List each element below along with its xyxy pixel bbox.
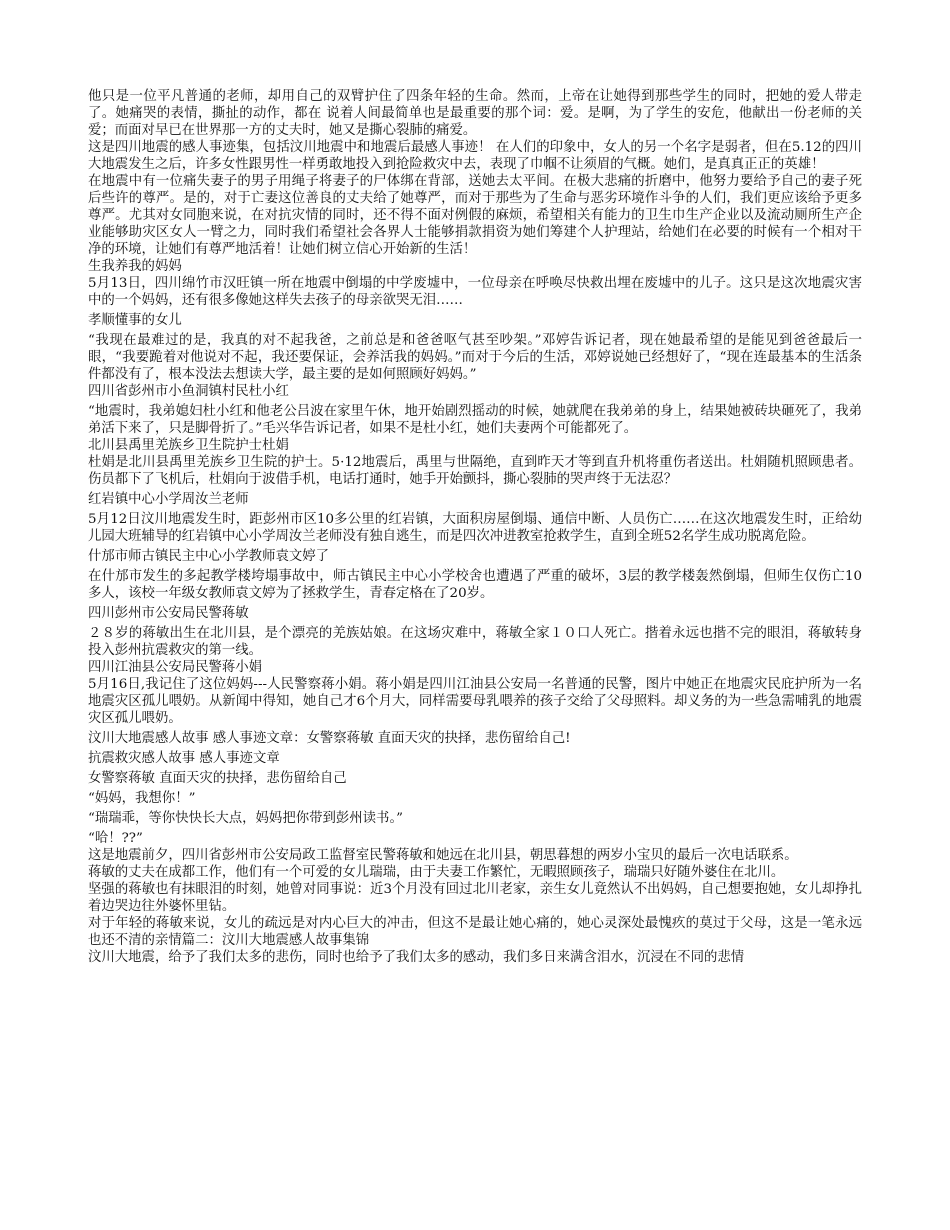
paragraph-husband-chengdu: 蒋敏的丈夫在成都工作，他们有一个可爱的女儿瑞瑞，由于夫妻工作繁忙，无暇照顾孩子，瑞瑞只好随外婆住在北川。 <box>88 865 785 880</box>
paragraph-du-xiaohong-story: “地震时，我弟媳妇杜小红和他老公吕波在家里午休，地开始剧烈摇动的时候，她就爬在我弟弟的身上，结果她被砖块砸死了，我弟弟活下来了，只是脚骨折了。”毛兴华告诉记者，如果不是杜小红，她们夫妻两个可能都死了。 <box>88 404 862 436</box>
paragraph-daughter-story: “我现在最难过的是，我真的对不起我爸，之前总是和爸爸呕气甚至吵架。”邓婷告诉记者，现在她最希望的是能见到爸爸最后一眼，“我要跪着对他说对不起，我还要保证，会养活我的妈妈。”而对于今后的生活，邓婷说她已经想好了，“现在连最基本的生活条件都没有了，根本没法去想读大学，最主要的是如何照顾好妈妈。” <box>88 333 862 382</box>
quote-ha: “哈！??” <box>88 831 143 846</box>
paragraph-mother-story: 5月13日，四川绵竹市汉旺镇一所在地震中倒塌的中学废墟中，一位母亲在呼唤尽快救出埋在废墟中的儿子。这只是这次地震灾害中的一个妈妈，还有很多像她这样失去孩子的母亲欲哭无泪…… <box>88 276 862 308</box>
section-heading-zhou-rulan: 红岩镇中心小学周汝兰老师 <box>88 492 249 507</box>
paragraph-zhou-rulan-story: 5月12日汶川地震发生时，距彭州市区10多公里的红岩镇，大面积房屋倒塌、通信中断、人员伤亡……在这次地震发生时，正给幼儿园大班辅导的红岩镇中心小学周汝兰老师没有独自逃生，而是四次冲进教室抢救学生，直到全班52名学生成功脱离危险。 <box>88 512 862 544</box>
paragraph-parents-guilt: 对于年轻的蒋敏来说，女儿的疏远是对内心巨大的冲击，但这不是最让她心痛的，她心灵深处最愧疚的莫过于父母，这是一笔永远也还不清的亲情篇二：汶川大地震感人故事集锦 <box>88 916 862 948</box>
paragraph-wenchuan-closing: 汶川大地震，给予了我们太多的悲伤，同时也给予了我们太多的感动，我们多日来满含泪水，沉浸在不同的悲情 <box>88 950 745 965</box>
section-heading-yuan-wenting: 什邡市师古镇民主中心小学教师袁文婷了 <box>88 549 330 564</box>
section-heading-jiang-xiaojuan: 四川江油县公安局民警蒋小娟 <box>88 660 263 675</box>
paragraph-husband-story: 在地震中有一位痛失妻子的男子用绳子将妻子的尸体绑在背部，送她去太平间。在极大悲痛的折磨中，他努力要给予自己的妻子死后些许的尊严。是的，对于亡妻这位善良的丈夫给了她尊严，而对于那些为了生命与恶劣环境作斗争的人们，我们更应该给予更多尊严。尤其对女同胞来说，在对抗灾情的同时，还不得不面对例假的麻烦，希望相关有能力的卫生巾生产企业以及流动厕所生产企业能够助灾区女人一臂之力，同时我们希望社会各界人士能够捐款捐资为她们筹建个人护理站，给她们在必要的时候有一个相对干净的环境，让她们有尊严地活着！让她们树立信心开始新的生活！ <box>88 174 862 257</box>
paragraph-tears: 坚强的蒋敏也有抹眼泪的时刻，她曾对同事说：近3个月没有回过北川老家，亲生女儿竟然认不出妈妈，自己想要抱她，女儿却挣扎着边哭边往外婆怀里钻。 <box>88 882 862 914</box>
article-category-line: 抗震救灾感人故事 感人事迹文章 <box>88 751 280 766</box>
paragraph-du-juan-story: 杜娟是北川县禹里羌族乡卫生院的护士。5·12地震后，禹里与世隔绝，直到昨天才等到直升机将重伤者送出。杜娟随机照顾患者。伤员都下了飞机后，杜娟向于波借手机，电话打通时，她手开始颤抖，撕心裂肺的哭声终于无法忍？ <box>88 455 862 487</box>
section-heading-mother: 生我养我的妈妈 <box>88 259 182 274</box>
paragraph-last-call: 这是地震前夕，四川省彭州市公安局政工监督室民警蒋敏和她远在北川县，朝思暮想的两岁小宝贝的最后一次电话联系。 <box>88 848 798 863</box>
section-heading-daughter: 孝顺懂事的女儿 <box>88 313 182 328</box>
article-subtitle-line: 女警察蒋敏 直面天灾的抉择，悲伤留给自己 <box>88 771 347 786</box>
paragraph-jiang-xiaojuan-story: 5月16日,我记住了这位妈妈---人民警察蒋小娟。蒋小娟是四川江油县公安局一名普通的民警，图片中她正在地震灾民庇护所为一名地震灾区孤儿喂奶。从新闻中得知，她自己才6个月大，同样需要母乳喂养的孩子交给了父母照料。却义务的为一些急需哺乳的地震灾区孤儿喂奶。 <box>88 677 862 726</box>
section-heading-jiang-min: 四川彭州市公安局民警蒋敏 <box>88 606 249 621</box>
paragraph-collection-intro: 这是四川地震的感人事迹集，包括汶川地震中和地震后最感人事迹！ 在人们的印象中，女人的另一个名字是弱者，但在5.12的四川大地震发生之后，许多女性跟男性一样勇敢地投入到抢险救灾中去，表现了巾帼不让须眉的气概。她们，是真真正正的英雄！ <box>88 140 862 172</box>
paragraph-teacher-intro: 他只是一位平凡普通的老师，却用自己的双臂护住了四条年轻的生命。然而，上帝在让她得到那些学生的同时，把她的爱人带走了。她痛哭的表情，撕扯的动作，都在 说着人间最简单也是最重要的那个词：爱。是啊，为了学生的安危，他献出一份老师的关爱；而面对早已在世界那一方的丈夫时，她又是撕心裂肺的痛爱。 <box>88 89 862 138</box>
section-heading-du-xiaohong: 四川省彭州市小鱼洞镇村民杜小红 <box>88 384 289 399</box>
paragraph-jiang-min-story: ２８岁的蒋敏出生在北川县，是个漂亮的羌族姑娘。在这场灾难中，蒋敏全家１０口人死亡。揩着永远也揩不完的眼泪，蒋敏转身投入彭州抗震救灾的第一线。 <box>88 626 862 658</box>
article-title-line: 汶川大地震感人故事 感人事迹文章：女警察蒋敏 直面天灾的抉择，悲伤留给自己! <box>88 731 571 746</box>
paragraph-yuan-wenting-story: 在什邡市发生的多起教学楼垮塌事故中，师古镇民主中心小学校舍也遭遇了严重的破坏，3层的教学楼轰然倒塌，但师生仅伤亡10多人，该校一年级女教师袁文婷为了拯救学生，青春定格在了20岁。 <box>88 569 862 601</box>
quote-ruirui: “瑞瑞乖，等你快快长大点，妈妈把你带到彭州读书。” <box>88 811 403 826</box>
quote-mama: “妈妈，我想你！” <box>88 791 196 806</box>
section-heading-du-juan: 北川县禹里羌族乡卫生院护士杜娟 <box>88 438 289 453</box>
